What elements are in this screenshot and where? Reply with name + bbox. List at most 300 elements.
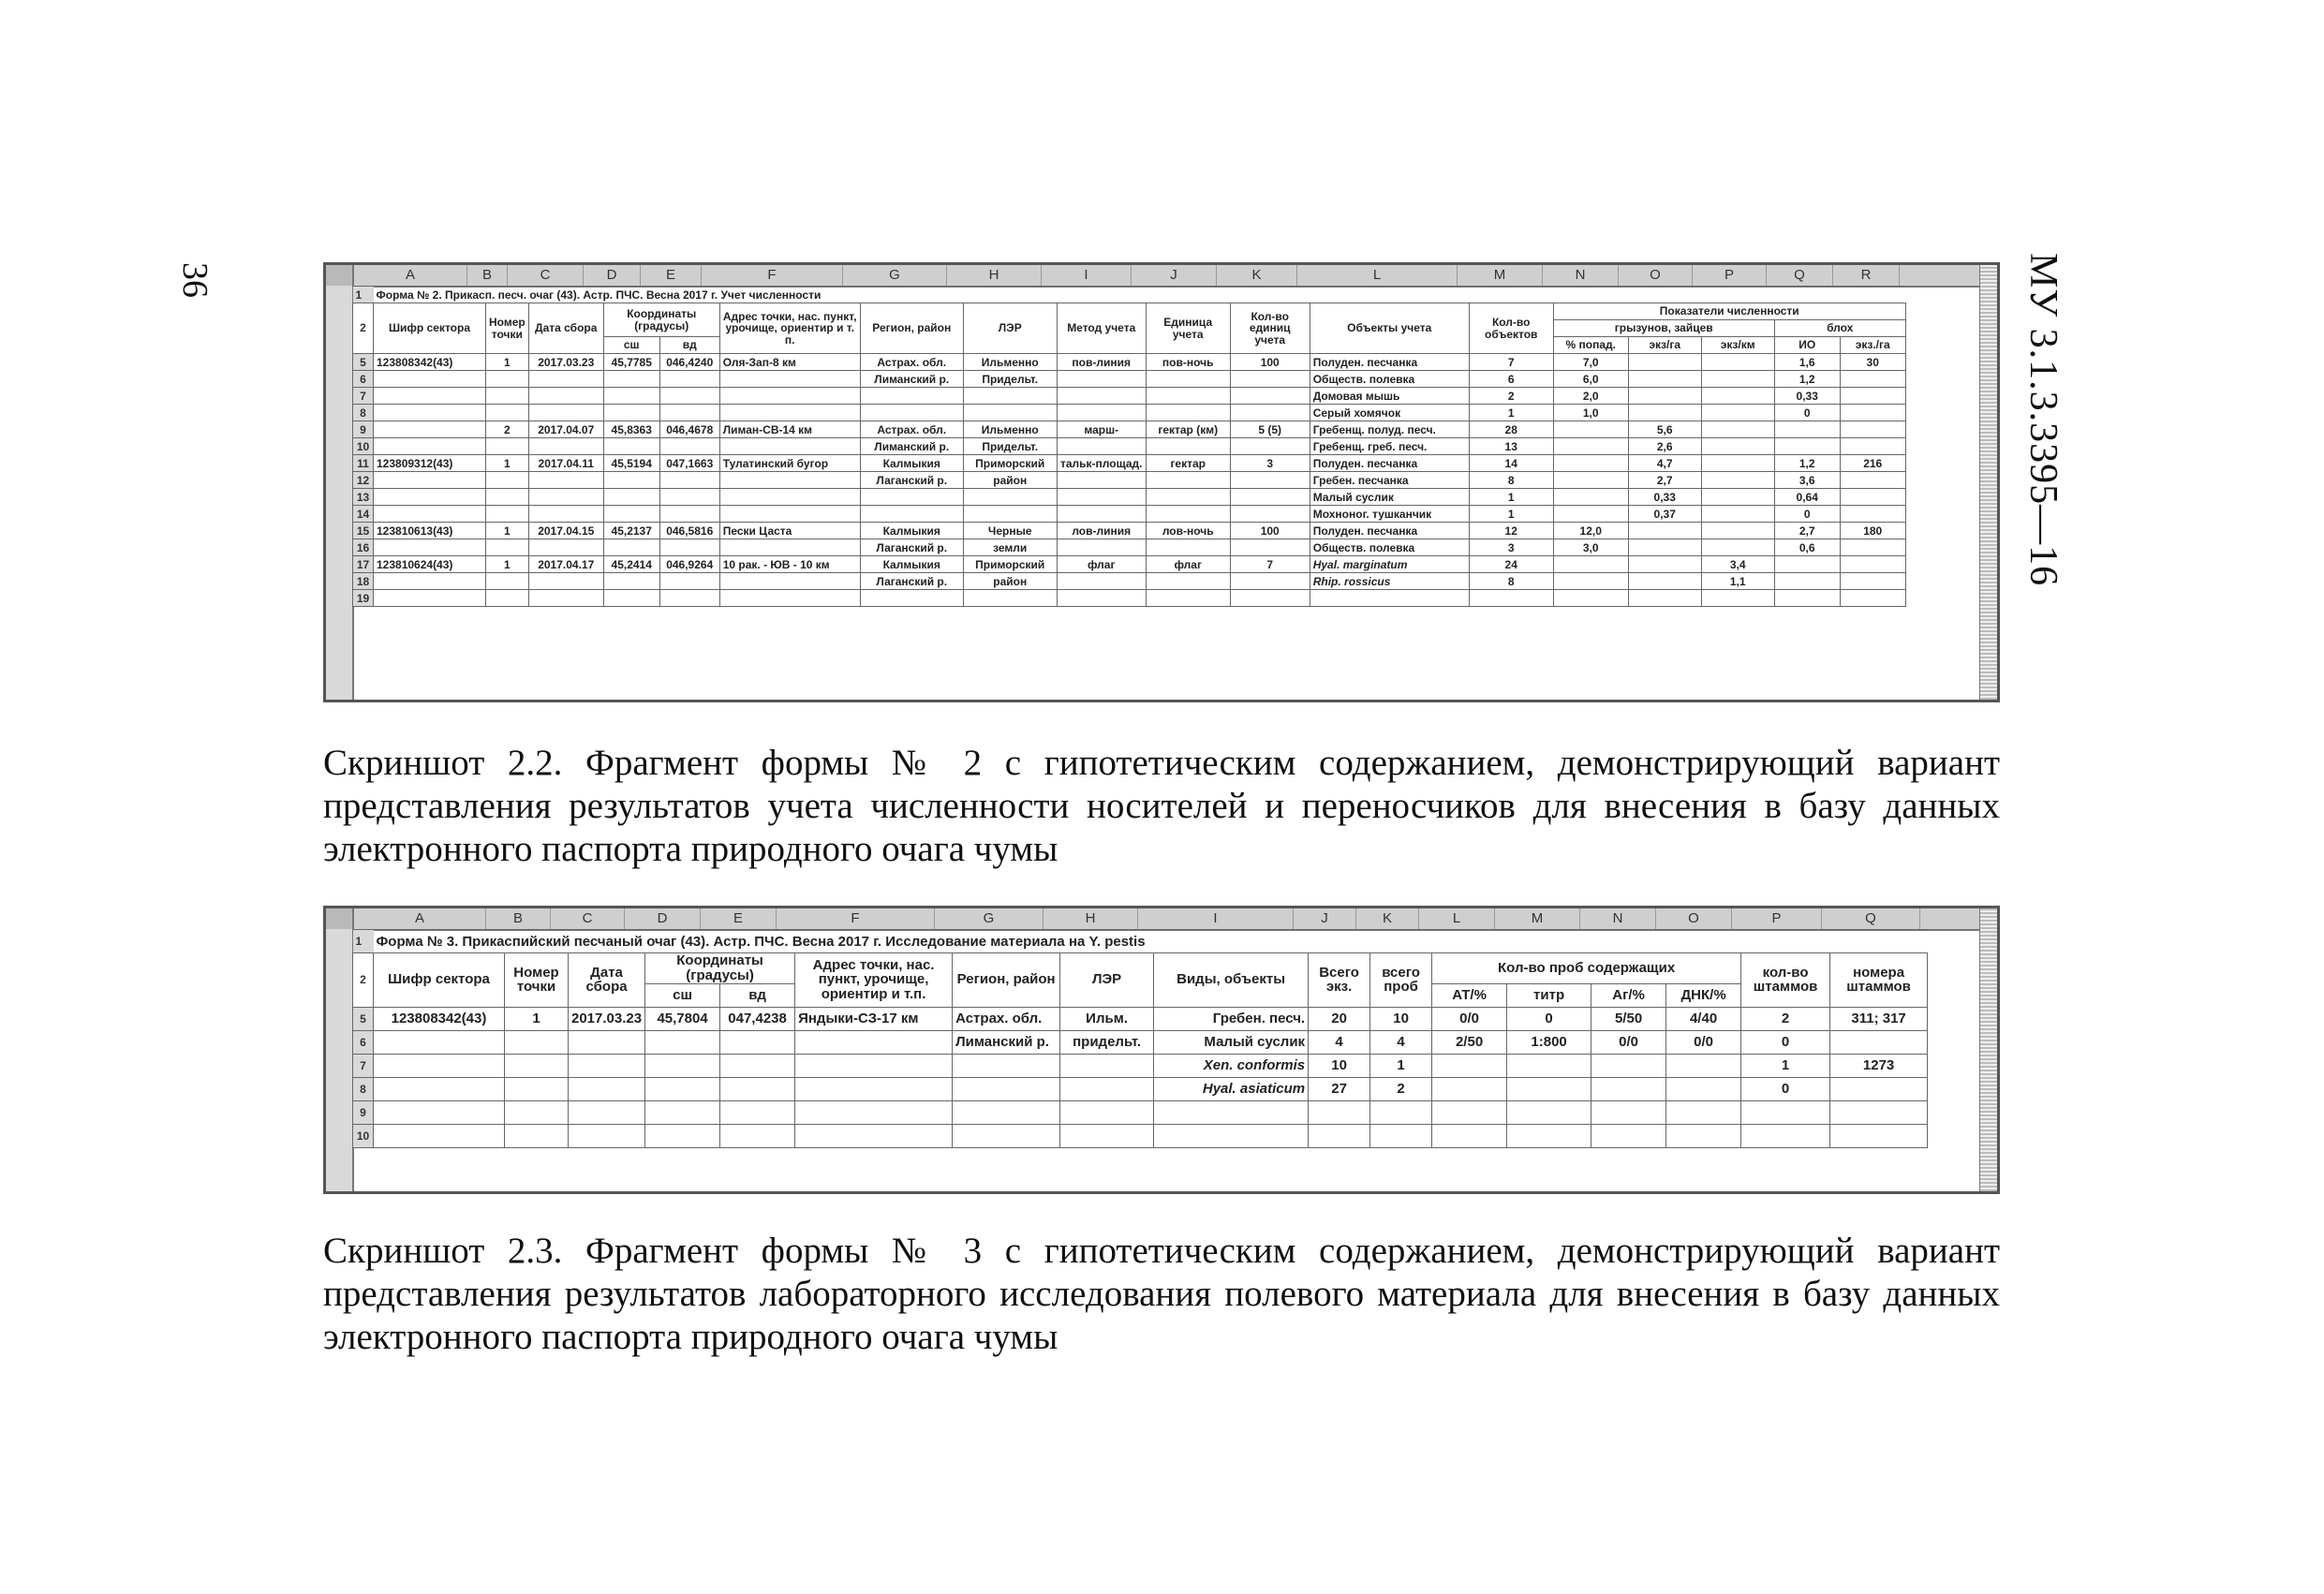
column-letter[interactable]: C <box>551 908 625 929</box>
table-cell[interactable]: район <box>963 573 1057 590</box>
table-cell[interactable]: 45,5194 <box>603 455 659 472</box>
table-cell[interactable] <box>374 1030 505 1054</box>
table-cell[interactable] <box>1230 590 1310 607</box>
table-cell[interactable]: 24 <box>1469 556 1553 573</box>
table-cell[interactable] <box>603 472 659 489</box>
table-cell[interactable] <box>1666 1124 1741 1147</box>
table-cell[interactable]: 6,0 <box>1553 371 1628 388</box>
table-cell[interactable]: 046,4678 <box>659 421 719 438</box>
table-cell[interactable] <box>645 1100 720 1124</box>
table-cell[interactable] <box>1840 438 1905 455</box>
table-cell[interactable]: флаг <box>1057 556 1146 573</box>
table-cell[interactable] <box>719 405 860 421</box>
table-cell[interactable] <box>1060 1100 1154 1124</box>
column-letter[interactable]: I <box>1042 265 1132 286</box>
table-cell[interactable] <box>528 405 603 421</box>
table-cell[interactable] <box>719 489 860 506</box>
table-cell[interactable] <box>1701 539 1774 556</box>
column-letter[interactable]: D <box>584 265 641 286</box>
table-cell[interactable] <box>963 489 1057 506</box>
table-cell[interactable]: 4/40 <box>1666 1007 1741 1030</box>
table-cell[interactable]: 046,9264 <box>659 556 719 573</box>
table-cell[interactable] <box>1628 405 1701 421</box>
table-cell[interactable]: 10 рак. - ЮВ - 10 км <box>719 556 860 573</box>
table-cell[interactable]: Придельт. <box>963 371 1057 388</box>
table-cell[interactable] <box>795 1030 953 1054</box>
table-cell[interactable]: 12 <box>1469 523 1553 539</box>
table-cell[interactable] <box>1310 590 1469 607</box>
table-cell[interactable]: 5/50 <box>1591 1007 1666 1030</box>
table-cell[interactable]: 2017.04.15 <box>528 523 603 539</box>
table-cell[interactable]: 8 <box>1469 472 1553 489</box>
table-cell[interactable]: тальк-площад. <box>1057 455 1146 472</box>
table-cell[interactable] <box>1830 1030 1928 1054</box>
table-cell[interactable] <box>963 405 1057 421</box>
table-cell[interactable] <box>1230 405 1310 421</box>
table-cell[interactable]: 2 <box>1469 388 1553 405</box>
table-cell[interactable]: Rhip. rossicus <box>1310 573 1469 590</box>
table-cell[interactable] <box>1469 590 1553 607</box>
table-cell[interactable] <box>1830 1124 1928 1147</box>
table-cell[interactable]: 216 <box>1840 455 1905 472</box>
table-cell[interactable] <box>645 1030 720 1054</box>
table-cell[interactable]: 047,1663 <box>659 455 719 472</box>
table-cell[interactable] <box>374 405 486 421</box>
table-cell[interactable] <box>659 472 719 489</box>
table-cell[interactable] <box>486 506 529 523</box>
table-cell[interactable]: Мохноног. тушканчик <box>1310 506 1469 523</box>
table-cell[interactable]: Пески Цаста <box>719 523 860 539</box>
table-cell[interactable]: 13 <box>1469 438 1553 455</box>
column-letter[interactable]: E <box>641 265 702 286</box>
table-cell[interactable]: 45,8363 <box>603 421 659 438</box>
table-cell[interactable] <box>1230 438 1310 455</box>
column-letter[interactable]: A <box>354 265 467 286</box>
table-cell[interactable] <box>1701 438 1774 455</box>
table-cell[interactable]: 20 <box>1309 1007 1370 1030</box>
table-cell[interactable]: 0 <box>1507 1007 1591 1030</box>
table-cell[interactable] <box>1507 1077 1591 1100</box>
table-cell[interactable] <box>374 388 486 405</box>
column-letter[interactable]: N <box>1543 265 1619 286</box>
table-cell[interactable] <box>795 1077 953 1100</box>
table-cell[interactable]: 1 <box>1469 489 1553 506</box>
table-cell[interactable] <box>1774 438 1840 455</box>
table-cell[interactable] <box>953 1054 1060 1077</box>
table-cell[interactable] <box>953 1124 1060 1147</box>
table-cell[interactable] <box>1628 388 1701 405</box>
table-cell[interactable] <box>374 1077 505 1100</box>
table-cell[interactable] <box>603 405 659 421</box>
table-cell[interactable]: 45,2414 <box>603 556 659 573</box>
column-letter[interactable]: C <box>508 265 584 286</box>
table-cell[interactable] <box>1057 472 1146 489</box>
table-cell[interactable] <box>1774 556 1840 573</box>
table-cell[interactable] <box>486 489 529 506</box>
table-cell[interactable]: Полуден. песчанка <box>1310 523 1469 539</box>
table-cell[interactable]: 046,4240 <box>659 354 719 371</box>
table-cell[interactable] <box>1060 1077 1154 1100</box>
column-letter[interactable]: J <box>1294 908 1356 929</box>
table-cell[interactable] <box>1057 489 1146 506</box>
table-cell[interactable] <box>860 388 963 405</box>
table-cell[interactable] <box>528 438 603 455</box>
table-cell[interactable] <box>1553 556 1628 573</box>
table-cell[interactable] <box>1146 539 1230 556</box>
table-cell[interactable] <box>720 1100 795 1124</box>
table-cell[interactable] <box>1060 1054 1154 1077</box>
table-cell[interactable] <box>1230 506 1310 523</box>
table-cell[interactable]: 1,2 <box>1774 371 1840 388</box>
table-cell[interactable]: 2,7 <box>1628 472 1701 489</box>
table-cell[interactable] <box>505 1100 569 1124</box>
table-cell[interactable]: 0,6 <box>1774 539 1840 556</box>
table-cell[interactable]: пов-ночь <box>1146 354 1230 371</box>
table-cell[interactable]: Оля-Зап-8 км <box>719 354 860 371</box>
table-cell[interactable] <box>719 506 860 523</box>
table-cell[interactable] <box>1230 472 1310 489</box>
table-cell[interactable] <box>953 1100 1060 1124</box>
table-cell[interactable] <box>528 489 603 506</box>
table-cell[interactable] <box>1701 590 1774 607</box>
column-letter[interactable]: O <box>1656 908 1732 929</box>
table-cell[interactable] <box>374 1054 505 1077</box>
table-cell[interactable] <box>1057 590 1146 607</box>
table-cell[interactable] <box>1146 371 1230 388</box>
table-cell[interactable] <box>603 539 659 556</box>
column-letter[interactable]: P <box>1732 908 1822 929</box>
table-cell[interactable] <box>1146 573 1230 590</box>
table-cell[interactable]: Черные <box>963 523 1057 539</box>
table-cell[interactable]: Гребенщ. полуд. песч. <box>1310 421 1469 438</box>
table-cell[interactable] <box>1230 573 1310 590</box>
table-cell[interactable] <box>1628 523 1701 539</box>
table-cell[interactable]: Ильменно <box>963 421 1057 438</box>
table-cell[interactable] <box>1628 590 1701 607</box>
table-cell[interactable] <box>1628 371 1701 388</box>
table-cell[interactable] <box>1701 405 1774 421</box>
table-cell[interactable]: 4 <box>1370 1030 1432 1054</box>
table-cell[interactable]: Лиманский р. <box>860 438 963 455</box>
table-cell[interactable]: 2/50 <box>1432 1030 1507 1054</box>
table-cell[interactable] <box>719 590 860 607</box>
table-cell[interactable] <box>1591 1077 1666 1100</box>
table-cell[interactable]: 2017.04.07 <box>528 421 603 438</box>
table-cell[interactable] <box>645 1054 720 1077</box>
table-cell[interactable]: Hyal. marginatum <box>1310 556 1469 573</box>
table-cell[interactable] <box>719 472 860 489</box>
table-cell[interactable] <box>505 1077 569 1100</box>
table-cell[interactable] <box>1057 405 1146 421</box>
table-cell[interactable]: Тулатинский бугор <box>719 455 860 472</box>
table-cell[interactable] <box>1057 573 1146 590</box>
table-cell[interactable] <box>1840 539 1905 556</box>
table-cell[interactable] <box>374 371 486 388</box>
table-cell[interactable] <box>1741 1124 1830 1147</box>
table-cell[interactable]: 4,7 <box>1628 455 1701 472</box>
table-cell[interactable]: 123809312(43) <box>374 455 486 472</box>
table-cell[interactable]: 0,37 <box>1628 506 1701 523</box>
table-cell[interactable] <box>1057 506 1146 523</box>
column-letter[interactable]: J <box>1132 265 1217 286</box>
column-letter[interactable]: M <box>1495 908 1580 929</box>
table-cell[interactable] <box>1701 354 1774 371</box>
table-cell[interactable] <box>659 539 719 556</box>
column-letter[interactable]: H <box>1044 908 1138 929</box>
table-cell[interactable]: 1 <box>1469 405 1553 421</box>
table-cell[interactable] <box>1553 438 1628 455</box>
table-cell[interactable] <box>603 438 659 455</box>
table-cell[interactable] <box>374 421 486 438</box>
table-cell[interactable] <box>795 1124 953 1147</box>
table-cell[interactable]: 2017.03.23 <box>569 1007 645 1030</box>
table-cell[interactable]: 0,33 <box>1628 489 1701 506</box>
table-cell[interactable] <box>1840 573 1905 590</box>
table-cell[interactable] <box>1553 489 1628 506</box>
table-cell[interactable] <box>1146 506 1230 523</box>
table-cell[interactable] <box>645 1077 720 1100</box>
table-cell[interactable] <box>374 573 486 590</box>
table-cell[interactable]: гектар <box>1146 455 1230 472</box>
table-cell[interactable] <box>1840 590 1905 607</box>
table-cell[interactable] <box>486 590 529 607</box>
column-letter[interactable]: N <box>1580 908 1656 929</box>
table-cell[interactable] <box>1553 506 1628 523</box>
table-cell[interactable] <box>659 438 719 455</box>
table-cell[interactable]: 1 <box>486 455 529 472</box>
table-cell[interactable] <box>1840 489 1905 506</box>
table-cell[interactable] <box>505 1054 569 1077</box>
table-cell[interactable]: Гребен. песчанка <box>1310 472 1469 489</box>
table-cell[interactable]: 28 <box>1469 421 1553 438</box>
table-cell[interactable]: Обществ. полевка <box>1310 539 1469 556</box>
table-cell[interactable] <box>1154 1100 1309 1124</box>
table-cell[interactable]: район <box>963 472 1057 489</box>
table-cell[interactable] <box>1701 371 1774 388</box>
table-cell[interactable]: 123810624(43) <box>374 556 486 573</box>
table-cell[interactable] <box>1591 1054 1666 1077</box>
table-cell[interactable]: Придельт. <box>963 438 1057 455</box>
table-cell[interactable] <box>659 506 719 523</box>
table-cell[interactable]: 0 <box>1774 405 1840 421</box>
table-cell[interactable]: 10 <box>1309 1054 1370 1077</box>
column-letter[interactable]: G <box>843 265 947 286</box>
table-cell[interactable] <box>860 506 963 523</box>
table-cell[interactable] <box>1507 1054 1591 1077</box>
table-cell[interactable] <box>719 438 860 455</box>
table-cell[interactable]: Астрах. обл. <box>953 1007 1060 1030</box>
column-letter[interactable]: K <box>1356 908 1419 929</box>
table-cell[interactable]: 100 <box>1230 354 1310 371</box>
table-cell[interactable] <box>528 371 603 388</box>
table-cell[interactable] <box>1057 371 1146 388</box>
table-cell[interactable] <box>569 1124 645 1147</box>
select-all-corner[interactable] <box>326 265 354 286</box>
table-cell[interactable]: 1,6 <box>1774 354 1840 371</box>
column-letter[interactable]: K <box>1217 265 1297 286</box>
table-cell[interactable] <box>1309 1124 1370 1147</box>
table-cell[interactable] <box>1370 1124 1432 1147</box>
table-cell[interactable] <box>569 1054 645 1077</box>
column-letter[interactable]: L <box>1419 908 1495 929</box>
table-cell[interactable] <box>486 388 529 405</box>
table-cell[interactable]: Астрах. обл. <box>860 421 963 438</box>
table-cell[interactable] <box>374 438 486 455</box>
table-cell[interactable] <box>1146 489 1230 506</box>
table-cell[interactable] <box>486 405 529 421</box>
table-cell[interactable]: 2,7 <box>1774 523 1840 539</box>
table-cell[interactable] <box>528 573 603 590</box>
table-cell[interactable]: Домовая мышь <box>1310 388 1469 405</box>
table-cell[interactable]: 1 <box>1469 506 1553 523</box>
table-cell[interactable]: 0 <box>1741 1030 1830 1054</box>
table-cell[interactable]: 2 <box>1370 1077 1432 1100</box>
table-cell[interactable]: 2017.04.11 <box>528 455 603 472</box>
table-cell[interactable]: лов-линия <box>1057 523 1146 539</box>
table-cell[interactable] <box>603 590 659 607</box>
table-cell[interactable] <box>645 1124 720 1147</box>
table-cell[interactable] <box>1553 573 1628 590</box>
table-cell[interactable] <box>1840 506 1905 523</box>
table-cell[interactable]: 123810613(43) <box>374 523 486 539</box>
table-cell[interactable]: 45,2137 <box>603 523 659 539</box>
table-cell[interactable] <box>795 1100 953 1124</box>
table-cell[interactable]: 1,2 <box>1774 455 1840 472</box>
table-cell[interactable] <box>528 506 603 523</box>
table-cell[interactable] <box>1553 421 1628 438</box>
table-cell[interactable] <box>1741 1100 1830 1124</box>
table-cell[interactable] <box>1666 1100 1741 1124</box>
table-cell[interactable]: 180 <box>1840 523 1905 539</box>
table-cell[interactable]: 5,6 <box>1628 421 1701 438</box>
table-cell[interactable] <box>795 1054 953 1077</box>
table-cell[interactable]: 3,4 <box>1701 556 1774 573</box>
table-cell[interactable] <box>719 371 860 388</box>
column-letter[interactable]: G <box>935 908 1044 929</box>
table-cell[interactable]: Ильм. <box>1060 1007 1154 1030</box>
table-cell[interactable]: 3 <box>1230 455 1310 472</box>
select-all-corner[interactable] <box>326 908 354 929</box>
table-cell[interactable]: 0/0 <box>1591 1030 1666 1054</box>
table-cell[interactable]: Астрах. обл. <box>860 354 963 371</box>
table-cell[interactable] <box>486 371 529 388</box>
table-cell[interactable]: пов-линия <box>1057 354 1146 371</box>
table-cell[interactable] <box>505 1124 569 1147</box>
table-cell[interactable] <box>1840 472 1905 489</box>
table-cell[interactable]: Калмыкия <box>860 556 963 573</box>
table-cell[interactable] <box>860 590 963 607</box>
table-cell[interactable]: 0,33 <box>1774 388 1840 405</box>
table-cell[interactable]: Гребенщ. греб. песч. <box>1310 438 1469 455</box>
table-cell[interactable]: 047,4238 <box>720 1007 795 1030</box>
table-cell[interactable] <box>1432 1124 1507 1147</box>
table-cell[interactable]: 1 <box>486 556 529 573</box>
table-cell[interactable] <box>659 405 719 421</box>
table-cell[interactable]: 1 <box>505 1007 569 1030</box>
table-cell[interactable] <box>1628 539 1701 556</box>
table-cell[interactable] <box>1057 539 1146 556</box>
table-cell[interactable] <box>1701 489 1774 506</box>
table-cell[interactable] <box>720 1054 795 1077</box>
table-cell[interactable] <box>659 388 719 405</box>
table-cell[interactable]: 2 <box>486 421 529 438</box>
column-letter[interactable]: R <box>1833 265 1900 286</box>
table-cell[interactable] <box>603 371 659 388</box>
table-cell[interactable] <box>719 539 860 556</box>
table-cell[interactable] <box>720 1077 795 1100</box>
table-cell[interactable]: 0,64 <box>1774 489 1840 506</box>
table-cell[interactable]: 7 <box>1469 354 1553 371</box>
table-cell[interactable] <box>1701 388 1774 405</box>
column-letter[interactable]: D <box>625 908 701 929</box>
table-cell[interactable]: 123808342(43) <box>374 1007 505 1030</box>
table-cell[interactable] <box>374 590 486 607</box>
table-cell[interactable]: 6 <box>1469 371 1553 388</box>
table-cell[interactable] <box>1230 489 1310 506</box>
table-cell[interactable] <box>1230 388 1310 405</box>
table-cell[interactable]: Лаганский р. <box>860 472 963 489</box>
table-cell[interactable] <box>1057 438 1146 455</box>
table-cell[interactable] <box>1591 1100 1666 1124</box>
table-cell[interactable]: 2,6 <box>1628 438 1701 455</box>
table-cell[interactable] <box>1146 405 1230 421</box>
column-letter[interactable]: Q <box>1822 908 1920 929</box>
table-cell[interactable]: 0/0 <box>1666 1030 1741 1054</box>
table-cell[interactable]: Xen. conformis <box>1154 1054 1309 1077</box>
table-cell[interactable]: 1,1 <box>1701 573 1774 590</box>
table-cell[interactable] <box>1840 405 1905 421</box>
table-cell[interactable] <box>1701 472 1774 489</box>
table-cell[interactable] <box>374 489 486 506</box>
table-cell[interactable]: 123808342(43) <box>374 354 486 371</box>
table-cell[interactable] <box>486 573 529 590</box>
table-cell[interactable] <box>1701 506 1774 523</box>
table-cell[interactable] <box>1553 472 1628 489</box>
table-cell[interactable] <box>1553 590 1628 607</box>
table-cell[interactable]: марш- <box>1057 421 1146 438</box>
column-letter[interactable]: B <box>486 908 551 929</box>
table-cell[interactable] <box>1432 1100 1507 1124</box>
table-cell[interactable] <box>1432 1054 1507 1077</box>
table-cell[interactable] <box>1154 1124 1309 1147</box>
table-cell[interactable] <box>1591 1124 1666 1147</box>
table-cell[interactable]: 8 <box>1469 573 1553 590</box>
table-cell[interactable] <box>1230 539 1310 556</box>
table-cell[interactable]: 1,0 <box>1553 405 1628 421</box>
table-cell[interactable]: Лиманский р. <box>860 371 963 388</box>
table-cell[interactable] <box>659 590 719 607</box>
table-cell[interactable] <box>1774 421 1840 438</box>
table-cell[interactable] <box>486 472 529 489</box>
table-cell[interactable] <box>1628 354 1701 371</box>
table-cell[interactable] <box>1432 1077 1507 1100</box>
table-cell[interactable] <box>569 1100 645 1124</box>
table-cell[interactable] <box>603 388 659 405</box>
table-cell[interactable]: Приморский <box>963 455 1057 472</box>
table-cell[interactable] <box>1701 523 1774 539</box>
table-cell[interactable]: 7,0 <box>1553 354 1628 371</box>
table-cell[interactable] <box>1830 1100 1928 1124</box>
table-cell[interactable]: 27 <box>1309 1077 1370 1100</box>
table-cell[interactable] <box>374 1100 505 1124</box>
table-cell[interactable] <box>603 573 659 590</box>
table-cell[interactable] <box>528 388 603 405</box>
table-cell[interactable] <box>860 405 963 421</box>
table-cell[interactable] <box>1507 1100 1591 1124</box>
table-cell[interactable] <box>1628 573 1701 590</box>
table-cell[interactable] <box>569 1077 645 1100</box>
table-cell[interactable]: 10 <box>1370 1007 1432 1030</box>
